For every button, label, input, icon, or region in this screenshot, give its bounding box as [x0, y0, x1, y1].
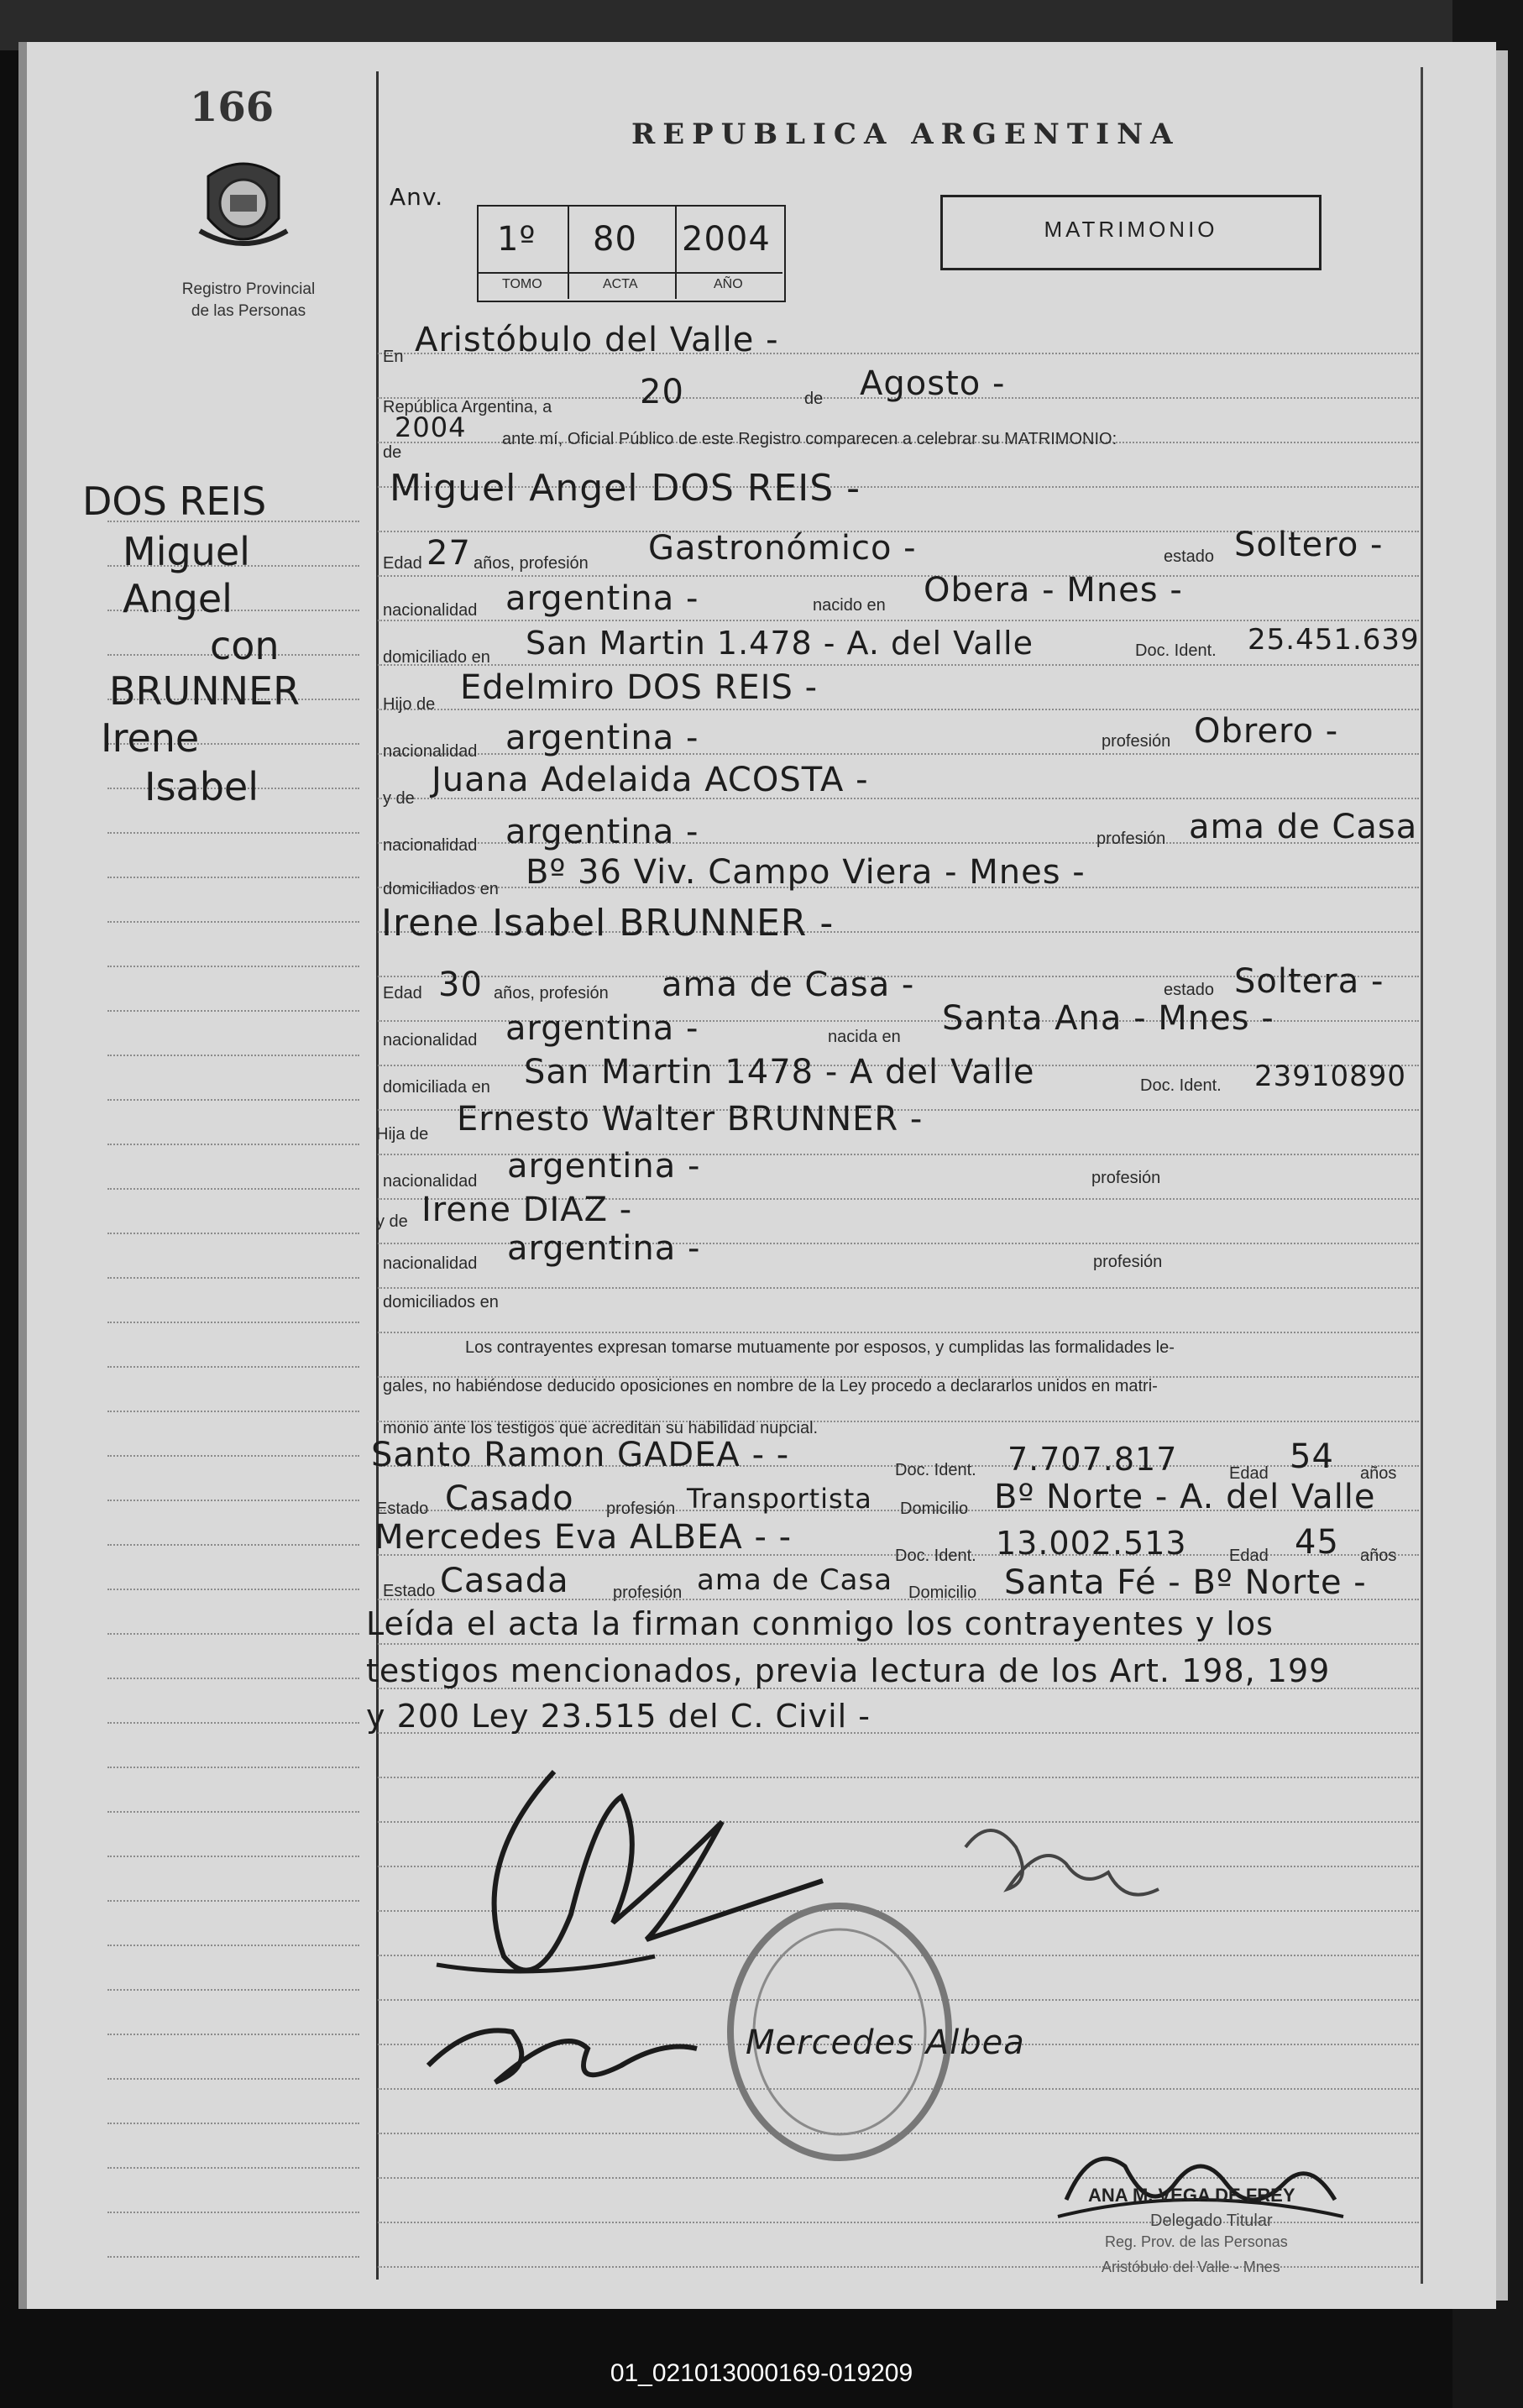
- anos-profesion-label: años, profesión: [494, 984, 609, 1002]
- official-place: Aristóbulo del Valle - Mnes: [1102, 2259, 1280, 2275]
- margin-note: BRUNNER: [109, 668, 301, 714]
- groom-doc: 25.451.639: [1248, 623, 1420, 657]
- hija-de-label: Hija de: [376, 1125, 429, 1144]
- domicilio-label: Domicilio: [908, 1584, 977, 1602]
- box-divider: [568, 205, 569, 299]
- bride-nationality: argentina -: [505, 1009, 699, 1048]
- ruled-line: [107, 1722, 359, 1725]
- ruled-line: [107, 1322, 359, 1324]
- republica-label: República Argentina, a: [383, 398, 552, 416]
- ruled-line: [107, 2078, 359, 2081]
- ruled-line: [378, 709, 1419, 711]
- estado-label: Estado: [376, 1500, 429, 1518]
- ruled-line: [378, 575, 1419, 578]
- province-shield-emblem: [191, 151, 296, 260]
- groom-mother: Juana Adelaida ACOSTA -: [432, 761, 869, 799]
- ruled-line: [107, 1500, 359, 1502]
- bride-father: Ernesto Walter BRUNNER -: [457, 1100, 924, 1139]
- groom-address: San Martin 1.478 - A. del Valle: [526, 625, 1034, 662]
- declaration-line: Los contrayentes expresan tomarse mutuamente por esposos, y cumplidas las formalidades le-: [465, 1338, 1175, 1357]
- estado-label: estado: [1164, 547, 1215, 566]
- ruled-line: [107, 2034, 359, 2036]
- country-title: REPUBLICA ARGENTINA: [631, 118, 1180, 151]
- ruled-line: [107, 1811, 359, 1814]
- official-name: ANA M. VEGA DE FREY: [1088, 2185, 1295, 2206]
- ruled-line: [107, 2256, 359, 2259]
- ruled-line: [107, 2167, 359, 2170]
- ruled-line: [107, 1633, 359, 1636]
- doc-ident-label: Doc. Ident.: [1135, 641, 1217, 660]
- anos-profesion-label: años, profesión: [474, 554, 589, 573]
- groom-parents-address: Bº 36 Viv. Campo Viera - Mnes -: [526, 853, 1086, 892]
- ruled-line: [107, 1900, 359, 1903]
- margin-note: con: [210, 623, 280, 668]
- ano-label: AÑO: [714, 277, 743, 291]
- month: Agosto -: [860, 364, 1006, 403]
- hijo-de-label: Hijo de: [383, 695, 436, 714]
- place: Aristóbulo del Valle -: [415, 321, 779, 359]
- declaration-line: gales, no habiéndose deducido oposiciones en nombre de la Ley procedo a declararlos unidos en matri-: [383, 1377, 1158, 1395]
- groom-nationality: argentina -: [505, 579, 699, 618]
- registry-name: Registro Provincial de las Personas: [181, 280, 316, 320]
- edad-label: Edad: [383, 554, 422, 573]
- ruled-line: [107, 1945, 359, 1947]
- acta-label: ACTA: [603, 277, 638, 291]
- box-divider: [675, 205, 677, 299]
- ruled-line: [107, 1767, 359, 1769]
- profesion-label: profesión: [1096, 830, 1166, 848]
- nacida-label: nacida en: [828, 1028, 901, 1046]
- bride-age: 30: [438, 966, 483, 1004]
- groom-father-profession: Obrero -: [1194, 712, 1339, 751]
- ruled-line: [378, 1332, 1419, 1334]
- anos-label: años: [1360, 1464, 1397, 1483]
- groom-birthplace: Obera - Mnes -: [924, 571, 1183, 610]
- profesion-label: profesión: [606, 1500, 676, 1518]
- intro-text: ante mí, Oficial Público de este Registro comparecen a celebrar su MATRIMONIO:: [502, 430, 1117, 448]
- witness2-doc: 13.002.513: [996, 1525, 1187, 1562]
- witness-signature: Mercedes Albea: [746, 2023, 1025, 2062]
- ruled-line: [107, 1411, 359, 1413]
- official-title: Delegado Titular: [1150, 2212, 1273, 2230]
- ruled-line: [107, 1233, 359, 1235]
- official-office: Reg. Prov. de las Personas: [1105, 2233, 1288, 2250]
- witness2-name: Mercedes Eva ALBEA - -: [374, 1518, 793, 1557]
- doc-ident-label: Doc. Ident.: [1140, 1076, 1222, 1095]
- bride-birthplace: Santa Ana - Mnes -: [942, 999, 1274, 1038]
- ano-value: 2004: [682, 220, 771, 259]
- groom-status: Soltero -: [1234, 526, 1384, 564]
- margin-note: DOS REIS: [82, 479, 267, 524]
- domiciliado-label: domiciliado en: [383, 648, 490, 667]
- bride-status: Soltera -: [1234, 962, 1384, 1001]
- margin-note: Irene: [101, 715, 200, 761]
- closing-line: testigos mencionados, previa lectura de los Art. 198, 199: [366, 1652, 1331, 1689]
- bride-mother-nationality: argentina -: [507, 1229, 701, 1268]
- profesion-label: profesión: [1102, 732, 1171, 751]
- ruled-line: [378, 1643, 1419, 1646]
- profesion-label: profesión: [613, 1584, 683, 1602]
- margin-note: Miguel: [123, 529, 250, 574]
- y-de-label: y de: [376, 1212, 408, 1231]
- edad-label: Edad: [1229, 1547, 1269, 1565]
- ruled-line: [107, 1856, 359, 1858]
- ruled-line: [107, 832, 359, 835]
- groom-father-nationality: argentina -: [505, 719, 699, 757]
- witness2-status: Casada: [440, 1562, 569, 1600]
- ruled-line: [107, 1544, 359, 1547]
- ruled-line: [378, 664, 1419, 667]
- ruled-line: [107, 1010, 359, 1013]
- nacionalidad-label: nacionalidad: [383, 1031, 478, 1050]
- witness1-address: Bº Norte - A. del Valle: [994, 1478, 1376, 1516]
- ruled-line: [107, 1455, 359, 1458]
- groom-mother-nationality: argentina -: [505, 813, 699, 851]
- doc-ident-label: Doc. Ident.: [895, 1461, 976, 1479]
- annotation-anv: Anv.: [390, 183, 444, 211]
- witness1-name: Santo Ramon GADEA - -: [371, 1436, 790, 1474]
- estado-label: Estado: [383, 1582, 436, 1600]
- nacionalidad-label: nacionalidad: [383, 1254, 478, 1273]
- nacionalidad-label: nacionalidad: [383, 601, 478, 620]
- right-border: [1421, 67, 1423, 2284]
- image-caption: 01_021013000169-019209: [610, 2359, 913, 2387]
- act-type: MATRIMONIO: [1044, 217, 1218, 242]
- de-label: de: [804, 390, 824, 408]
- profesion-label: profesión: [1093, 1253, 1163, 1271]
- ruled-line: [107, 966, 359, 968]
- page-stack-edge: [1496, 50, 1508, 2301]
- closing-line: Leída el acta la firman conmigo los contrayentes y los: [366, 1605, 1274, 1642]
- witness1-status: Casado: [445, 1479, 574, 1518]
- witness2-profession: ama de Casa: [697, 1563, 893, 1597]
- ruled-line: [107, 1277, 359, 1280]
- margin-note: Angel: [123, 576, 233, 621]
- ruled-line: [107, 1188, 359, 1191]
- ruled-line: [107, 1144, 359, 1146]
- domicilio-label: Domicilio: [900, 1500, 969, 1518]
- nacido-label: nacido en: [813, 596, 886, 615]
- bride-father-nationality: argentina -: [507, 1147, 701, 1186]
- ruled-line: [378, 620, 1419, 622]
- ruled-line: [107, 921, 359, 924]
- ruled-line: [107, 1055, 359, 1057]
- ruled-line: [107, 1589, 359, 1591]
- declaration-line: monio ante los testigos que acreditan su habilidad nupcial.: [383, 1419, 819, 1437]
- tomo-label: TOMO: [502, 277, 542, 291]
- acta-value: 80: [593, 220, 637, 259]
- margin-note: Isabel: [144, 764, 259, 809]
- nacionalidad-label: nacionalidad: [383, 836, 478, 855]
- bride-address: San Martin 1478 - A del Valle: [524, 1053, 1035, 1091]
- witness1-age: 54: [1290, 1437, 1334, 1476]
- en-label: En: [383, 348, 404, 366]
- ruled-line: [107, 877, 359, 879]
- ruled-line: [107, 2123, 359, 2125]
- bride-doc: 23910890: [1254, 1060, 1407, 1093]
- year: 2004: [395, 411, 467, 443]
- anos-label: años: [1360, 1547, 1397, 1565]
- page-number: 166: [190, 84, 275, 131]
- witness1-profession: Transportista: [687, 1483, 872, 1515]
- nacionalidad-label: nacionalidad: [383, 1172, 478, 1191]
- edad-label: Edad: [383, 984, 422, 1002]
- bride-mother: Irene DIAZ -: [421, 1191, 633, 1229]
- ruled-line: [378, 1287, 1419, 1290]
- witness2-address: Santa Fé - Bº Norte -: [1004, 1563, 1367, 1602]
- groom-name: Miguel Angel DOS REIS -: [390, 467, 861, 510]
- edad-label: Edad: [1229, 1464, 1269, 1483]
- box-divider: [477, 272, 782, 274]
- groom-profession: Gastronómico -: [648, 529, 917, 568]
- de-label-2: de: [383, 443, 402, 462]
- tomo-value: 1º: [497, 220, 536, 259]
- estado-label: estado: [1164, 981, 1215, 999]
- witness2-age: 45: [1295, 1523, 1339, 1562]
- y-de-label: y de: [383, 789, 415, 808]
- nacionalidad-label: nacionalidad: [383, 742, 478, 761]
- ruled-line: [107, 1366, 359, 1369]
- doc-ident-label: Doc. Ident.: [895, 1547, 976, 1565]
- bride-name: Irene Isabel BRUNNER -: [381, 902, 835, 945]
- groom-age: 27: [427, 534, 471, 573]
- groom-father: Edelmiro DOS REIS -: [460, 668, 819, 707]
- profesion-label: profesión: [1091, 1169, 1161, 1187]
- domiciliados-label: domiciliados en: [383, 1293, 499, 1311]
- bride-profession: ama de Casa -: [662, 966, 915, 1004]
- ruled-line: [107, 1989, 359, 1992]
- closing-line: y 200 Ley 23.515 del C. Civil -: [366, 1698, 871, 1735]
- ruled-line: [107, 2212, 359, 2214]
- domiciliados-label: domiciliados en: [383, 880, 499, 898]
- domiciliada-label: domiciliada en: [383, 1078, 490, 1097]
- witness1-doc: 7.707.817: [1007, 1441, 1178, 1478]
- groom-mother-profession: ama de Casa: [1189, 808, 1418, 846]
- ruled-line: [107, 1678, 359, 1680]
- ruled-line: [107, 1099, 359, 1102]
- day: 20: [640, 373, 684, 411]
